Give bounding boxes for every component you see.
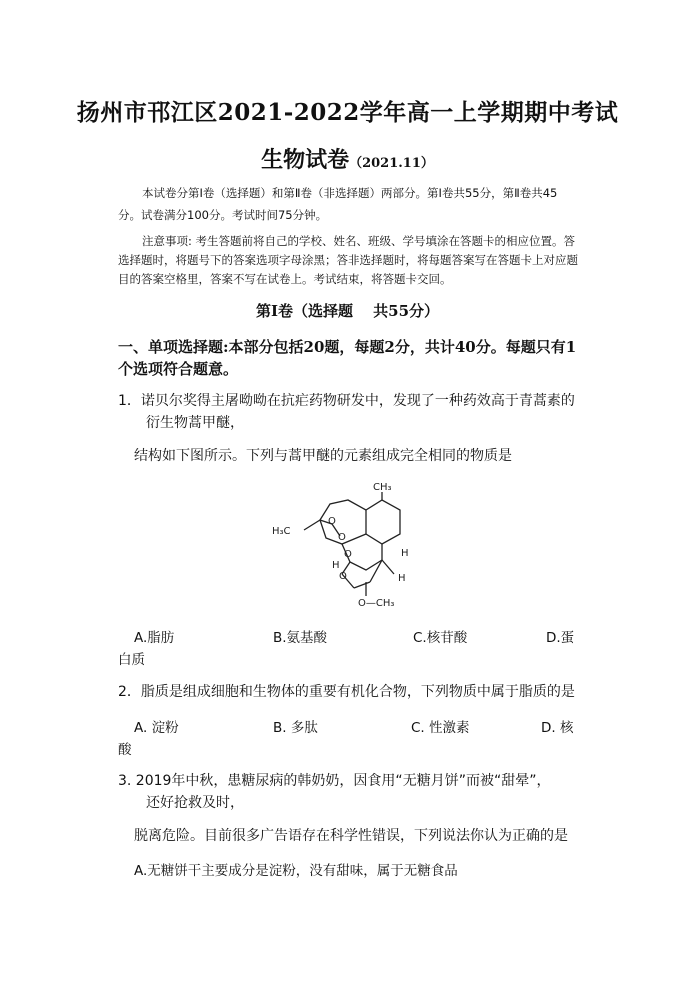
bond-h3c	[304, 520, 320, 530]
label-h3c: H₃C	[272, 526, 291, 537]
exam-intro: 本试卷分第Ⅰ卷（选择题）和第Ⅱ卷（非选择题）两部分。第Ⅰ卷共55分，第Ⅱ卷共45分。试卷满分100分。考试时间75分钟。	[118, 186, 558, 222]
q3-option-a: A.无糖饼干主要成分是淀粉，没有甜味，属于无糖食品	[134, 863, 458, 879]
section-one-heading: 一、单项选择题:本部分包括20题，每题2分，共计40分。每题只有1个选项符合题意。	[118, 338, 577, 378]
label-h-right: H	[401, 548, 409, 559]
exam-notice: 注意事项: 考生答题前将自己的学校、姓名、班级、学号填涂在答题卡的相应位置。答选择题时，将题号下的答案选项字母涂黑；答非选择题时，将每题答案写在答题卡上对应题目的答案空格里，答案不写在试卷上。考试结束，将答题卡交回。	[118, 234, 578, 286]
artemether-structure-diagram	[270, 478, 430, 613]
subject-title: 生物试卷	[261, 147, 350, 173]
q1-option-a: A.脂肪	[134, 630, 175, 646]
label-methoxy: O—CH₃	[358, 598, 395, 609]
exam-title: 扬州市邗江区2021-2022学年高一上学期期中考试	[76, 99, 619, 126]
q2-option-c: C. 性激素	[411, 720, 470, 736]
q1-line2: 衍生物蒿甲醚，	[146, 415, 244, 431]
label-o4: O	[339, 571, 347, 582]
label-h-left: H	[332, 560, 340, 571]
bond-methyl-lower	[382, 560, 394, 574]
label-h-bottom: H	[398, 573, 406, 584]
exam-date: （2021.11）	[349, 156, 434, 171]
q1-line1: 1．诺贝尔奖得主屠呦呦在抗疟药物研发中，发现了一种药效高于青蒿素的	[118, 393, 575, 409]
q1-option-c: C.核苷酸	[413, 630, 468, 646]
ring-right	[366, 500, 400, 544]
q1-option-b: B.氨基酸	[273, 630, 328, 646]
q1-line3: 结构如下图所示。下列与蒿甲醚的元素组成完全相同的物质是	[134, 448, 512, 464]
q3-line1: 3. 2019年中秋，患糖尿病的韩奶奶，因食用“无糖月饼”而被“甜晕”，	[118, 773, 551, 789]
exam-subtitle	[0, 143, 695, 174]
q1-option-d: D.蛋	[546, 630, 575, 646]
q2-option-d-wrap: 酸	[118, 742, 132, 758]
q3-line3: 脱离危险。目前很多广告语存在科学性错误，下列说法你认为正确的是	[134, 828, 568, 844]
label-o3: O	[344, 549, 352, 560]
q2-stem: 2．脂质是组成细胞和生物体的重要有机化合物，下列物质中属于脂质的是	[118, 684, 575, 700]
q2-option-b: B. 多肽	[273, 720, 318, 736]
part-one-heading: 第Ⅰ卷（选择题 共55分）	[255, 302, 440, 320]
bond-c10	[354, 582, 370, 588]
label-o2: O	[338, 532, 346, 543]
q1-option-d-wrap: 白质	[118, 652, 145, 668]
label-ch3-top: CH₃	[373, 482, 392, 493]
label-o1: O	[328, 516, 336, 527]
q2-option-d: D. 核	[541, 720, 574, 736]
q3-line2: 还好抢救及时，	[146, 795, 244, 811]
q2-option-a: A. 淀粉	[134, 720, 179, 736]
